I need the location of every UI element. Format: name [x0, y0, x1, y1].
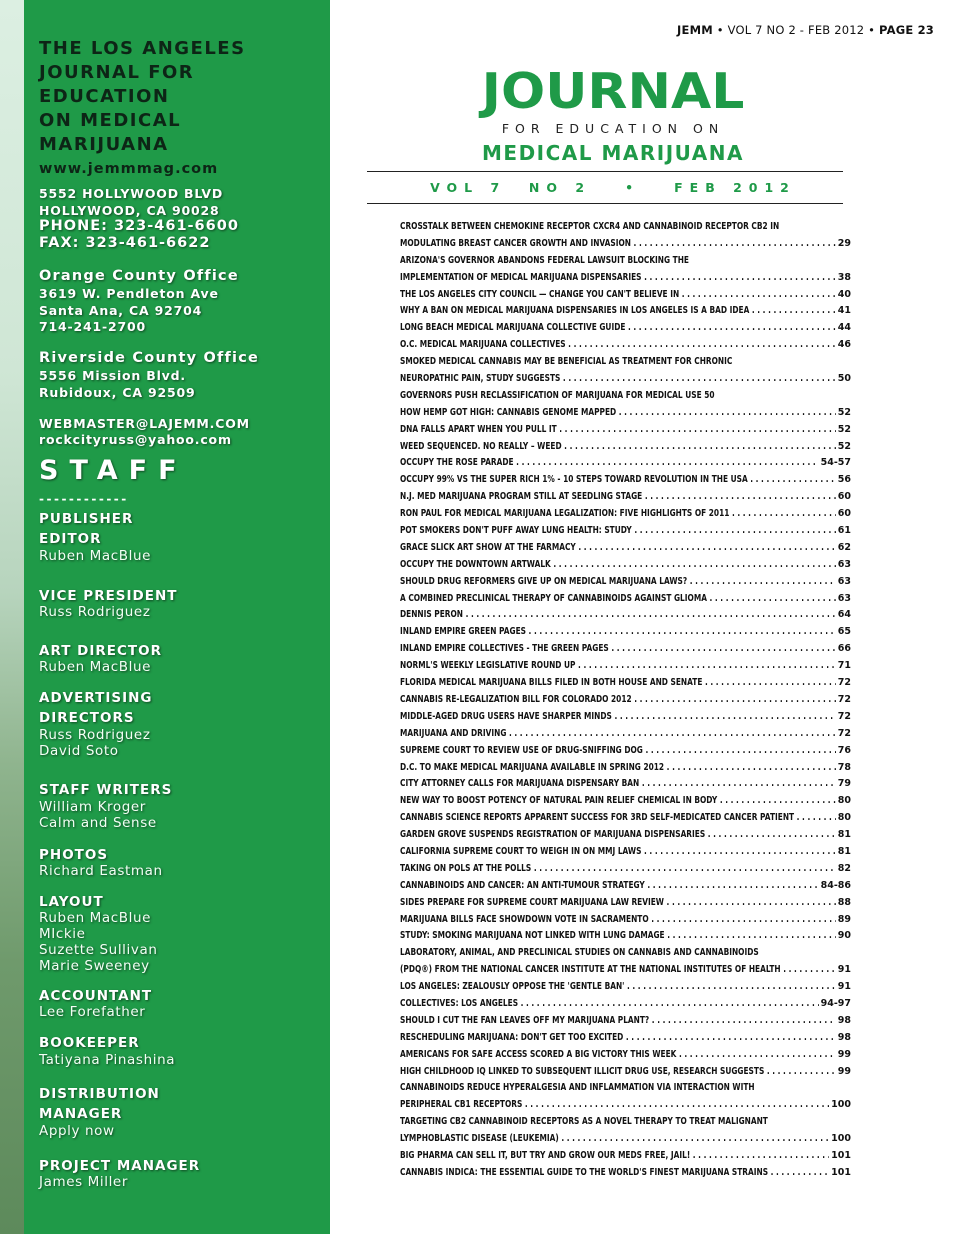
toc-entry-page: 98	[836, 1030, 851, 1047]
toc-entry[interactable]	[400, 287, 851, 304]
rule-top	[367, 171, 843, 172]
toc-entry[interactable]	[400, 962, 851, 979]
toc-entry-page: 98	[836, 1013, 851, 1030]
riverside-county-address: 5556 Mission Blvd. Rubidoux, CA 92509	[39, 368, 196, 400]
toc-entry-page: 52	[836, 405, 851, 422]
toc-entry-title: LYMPHOBLASTIC DISEASE (LEUKEMIA) . . .	[400, 1131, 851, 1148]
toc-entry-title: STUDY: SMOKING MARIJUANA NOT LINKED WITH LUNG DAMAGE . . .	[400, 928, 851, 945]
toc-entry[interactable]	[400, 743, 851, 760]
toc-entry-page: 79	[836, 776, 851, 793]
toc-entry-page: 60	[836, 506, 851, 523]
toc-entry-title: OCCUPY THE ROSE PARADE . . .	[400, 455, 851, 472]
staff-names-accountant: Lee Forefather	[39, 1004, 146, 1020]
toc-entry-title: O.C. MEDICAL MARIJUANA COLLECTIVES . . .	[400, 337, 851, 354]
toc-entry[interactable]	[400, 320, 851, 337]
toc-entry[interactable]	[400, 1148, 851, 1165]
toc-entry-page: 72	[836, 692, 851, 709]
toc-entry[interactable]	[400, 253, 851, 270]
phone-fax: PHONE: 323-461-6600 FAX: 323-461-6622	[39, 218, 239, 251]
org-name: THE LOS ANGELES JOURNAL FOR EDUCATION ON MEDICAL MARIJUANA	[39, 38, 246, 155]
toc-entry-page: 52	[836, 439, 851, 456]
toc-entry-page: 100	[829, 1131, 851, 1148]
toc-entry-title: INLAND EMPIRE GREEN PAGES . . .	[400, 624, 851, 641]
toc-entry-title: SHOULD DRUG REFORMERS GIVE UP ON MEDICAL MARIJUANA LAWS? . . .	[400, 574, 851, 591]
toc-entry[interactable]	[400, 675, 851, 692]
main-address: 5552 HOLLYWOOD BLVD HOLLYWOOD, CA 90028	[39, 186, 224, 218]
staff-role-photos: PHOTOS	[39, 847, 109, 863]
toc-entry[interactable]	[400, 607, 851, 624]
issue-line: VOL 7 NO 2 • FEB 2012	[430, 180, 796, 195]
toc-entry-page: 64	[836, 607, 851, 624]
toc-entry[interactable]	[400, 1080, 851, 1097]
toc-entry-page: 101	[829, 1148, 851, 1165]
masthead-sidebar	[24, 0, 330, 1234]
toc-entry[interactable]	[400, 692, 851, 709]
journal-subtitle: FOR EDUCATION ON	[501, 121, 725, 136]
toc-entry-title: NEW WAY TO BOOST POTENCY OF NATURAL PAIN RELIEF CHEMICAL IN BODY . . .	[400, 793, 851, 810]
toc-entry-page: 29	[836, 236, 851, 253]
toc-entry[interactable]	[400, 895, 851, 912]
toc-entry[interactable]	[400, 388, 851, 405]
toc-entry-title: INLAND EMPIRE COLLECTIVES - THE GREEN PAGES . . .	[400, 641, 851, 658]
toc-entry[interactable]	[400, 810, 851, 827]
toc-entry-page: 61	[836, 523, 851, 540]
toc-entry-title: MARIJUANA AND DRIVING . . .	[400, 726, 851, 743]
cover-photo-strip	[0, 0, 24, 1234]
toc-entry-title: WHY A BAN ON MEDICAL MARIJUANA DISPENSARIES IN LOS ANGELES IS A BAD IDEA . . .	[400, 303, 851, 320]
toc-entry-title: HOW HEMP GOT HIGH: CANNABIS GENOME MAPPED . . .	[400, 405, 851, 422]
toc-entry-page: 63	[836, 574, 851, 591]
staff-role-layout: LAYOUT	[39, 894, 104, 910]
toc-entry-page: 40	[836, 287, 851, 304]
staff-role-publisher: PUBLISHER EDITOR	[39, 511, 134, 547]
toc-entry-page: 91	[836, 979, 851, 996]
toc-entry-title: FLORIDA MEDICAL MARIJUANA BILLS FILED IN BOTH HOUSE AND SENATE . . .	[400, 675, 851, 692]
toc-entry-page: 80	[836, 793, 851, 810]
toc-entry[interactable]	[400, 303, 851, 320]
toc-entry[interactable]	[400, 1013, 851, 1030]
toc-entry-title: RESCHEDULING MARIJUANA: DON'T GET TOO EXCITED . . .	[400, 1030, 851, 1047]
toc-entry-page: 63	[836, 591, 851, 608]
toc-entry-title: OCCUPY THE DOWNTOWN ARTWALK . . .	[400, 557, 851, 574]
toc-entry-page: 38	[836, 270, 851, 287]
staff-divider: ------------	[39, 492, 129, 506]
staff-role-accountant: ACCOUNTANT	[39, 988, 153, 1004]
toc-entry-title: WEED SEQUENCED. NO REALLY – WEED . . .	[400, 439, 851, 456]
issue-info: VOL 7 NO 2 - FEB 2012	[727, 23, 865, 37]
toc-entry-title: RON PAUL FOR MEDICAL MARIJUANA LEGALIZATION: FIVE HIGHLIGHTS OF 2011 . . .	[400, 506, 851, 523]
toc-entry-title: CROSSTALK BETWEEN CHEMOKINE RECEPTOR CXCR4 AND CANNABINOID RECEPTOR CB2 IN	[400, 221, 780, 232]
toc-entry-title: POT SMOKERS DON'T PUFF AWAY LUNG HEALTH: STUDY . . .	[400, 523, 851, 540]
toc-entry-title: MODULATING BREAST CANCER GROWTH AND INVASION . . .	[400, 236, 851, 253]
toc-entry-page: 62	[836, 540, 851, 557]
journal-subtitle-mm: MEDICAL MARIJUANA	[482, 141, 744, 165]
toc-entry[interactable]	[400, 523, 851, 540]
staff-role-distribution: DISTRIBUTION MANAGER	[39, 1086, 160, 1122]
toc-entry-title: AMERICANS FOR SAFE ACCESS SCORED A BIG VICTORY THIS WEEK . . .	[400, 1047, 851, 1064]
staff-names-staff-writers: William Kroger Calm and Sense	[39, 799, 157, 831]
toc-entry-page: 72	[836, 709, 851, 726]
toc-entry-page: 76	[836, 743, 851, 760]
toc-entry[interactable]	[400, 455, 851, 472]
staff-role-vice-president: VICE PRESIDENT	[39, 588, 178, 604]
toc-entry[interactable]	[400, 979, 851, 996]
toc-entry-page: 60	[836, 489, 851, 506]
toc-entry-title: TAKING ON POLS AT THE POLLS . . .	[400, 861, 851, 878]
toc-entry[interactable]	[400, 591, 851, 608]
toc-entry-title: NEUROPATHIC PAIN, STUDY SUGGESTS . . .	[400, 371, 851, 388]
rule-bottom	[367, 203, 843, 204]
toc-entry[interactable]	[400, 928, 851, 945]
staff-role-staff-writers: STAFF WRITERS	[39, 782, 173, 798]
webmaster-email[interactable]: WEBMASTER@LAJEMM.COM	[39, 416, 250, 431]
toc-entry[interactable]	[400, 405, 851, 422]
staff-role-bookeeper: BOOKEEPER	[39, 1035, 140, 1051]
toc-entry-title: MIDDLE-AGED DRUG USERS HAVE SHARPER MINDS . . .	[400, 709, 851, 726]
toc-entry-page: 89	[836, 912, 851, 929]
toc-entry[interactable]	[400, 726, 851, 743]
staff-names-advertising: Russ Rodriguez David Soto	[39, 727, 151, 759]
staff-names-layout: Ruben MacBlue MIckie Suzette Sullivan Marie Sweeney	[39, 910, 158, 974]
staff-role-project-manager: PROJECT MANAGER	[39, 1158, 201, 1174]
toc-entry-title: COLLECTIVES: LOS ANGELES . . .	[400, 996, 851, 1013]
toc-entry-page: 91	[836, 962, 851, 979]
toc-entry-page: 88	[836, 895, 851, 912]
table-of-contents	[400, 219, 851, 1182]
toc-entry-page: 84-86	[819, 878, 851, 895]
staff-names-photos: Richard Eastman	[39, 863, 163, 879]
page-number: PAGE 23	[879, 23, 934, 37]
toc-entry-title: THE LOS ANGELES CITY COUNCIL — CHANGE YOU CAN'T BELIEVE IN . . .	[400, 287, 851, 304]
toc-entry[interactable]	[400, 472, 851, 489]
toc-entry[interactable]	[400, 236, 851, 253]
toc-entry[interactable]	[400, 1047, 851, 1064]
toc-entry-title: NORML'S WEEKLY LEGISLATIVE ROUND UP . . .	[400, 658, 851, 675]
toc-entry[interactable]	[400, 270, 851, 287]
toc-entry[interactable]	[400, 337, 851, 354]
publication-name: JEMM	[677, 23, 713, 37]
toc-entry[interactable]	[400, 861, 851, 878]
toc-entry[interactable]	[400, 827, 851, 844]
toc-entry-title: SHOULD I CUT THE FAN LEAVES OFF MY MARIJUANA PLANT? . . .	[400, 1013, 851, 1030]
toc-entry-title: LONG BEACH MEDICAL MARIJUANA COLLECTIVE GUIDE . . .	[400, 320, 851, 337]
toc-entry-title: DENNIS PERON . . .	[400, 607, 851, 624]
toc-entry-title: TARGETING CB2 CANNABINOID RECEPTORS AS A NOVEL THERAPY TO TREAT MALIGNANT	[400, 1116, 768, 1128]
toc-entry[interactable]	[400, 1064, 851, 1081]
toc-entry-page: 94-97	[819, 996, 851, 1013]
toc-entry-page: 82	[836, 861, 851, 878]
toc-entry[interactable]	[400, 1131, 851, 1148]
staff-names-publisher: Ruben MacBlue	[39, 548, 152, 564]
staff-names-art-director: Ruben MacBlue	[39, 659, 152, 675]
toc-entry-title: CANNABIS INDICA: THE ESSENTIAL GUIDE TO THE WORLD'S FINEST MARIJUANA STRAINS . . .	[400, 1165, 851, 1182]
toc-entry-title: SUPREME COURT TO REVIEW USE OF DRUG-SNIFFING DOG . . .	[400, 743, 851, 760]
staff-names-vice-president: Russ Rodriguez	[39, 604, 151, 620]
toc-entry-title: MARIJUANA BILLS FACE SHOWDOWN VOTE IN SACRAMENTO . . .	[400, 912, 851, 929]
toc-entry-title: LABORATORY, ANIMAL, AND PRECLINICAL STUDIES ON CANNABIS AND CANNABINOIDS	[400, 947, 759, 959]
toc-entry-title: DNA FALLS APART WHEN YOU PULL IT . . .	[400, 422, 851, 439]
toc-entry-page: 41	[836, 303, 851, 320]
staff-role-advertising: ADVERTISING DIRECTORS	[39, 690, 153, 726]
toc-entry-title: CALIFORNIA SUPREME COURT TO WEIGH IN ON MMJ LAWS . . .	[400, 844, 851, 861]
toc-entry-title: GARDEN GROVE SUSPENDS REGISTRATION OF MARIJUANA DISPENSARIES . . .	[400, 827, 851, 844]
toc-entry-page: 72	[836, 675, 851, 692]
toc-entry[interactable]	[400, 945, 851, 962]
toc-entry-page: 46	[836, 337, 851, 354]
toc-entry[interactable]	[400, 371, 851, 388]
toc-entry[interactable]	[400, 996, 851, 1013]
toc-entry[interactable]	[400, 439, 851, 456]
toc-entry[interactable]	[400, 506, 851, 523]
toc-entry-title: N.J. MED MARIJUANA PROGRAM STILL AT SEEDLING STAGE . . .	[400, 489, 851, 506]
toc-entry-title: CANNABINOIDS REDUCE HYPERALGESIA AND INFLAMMATION VIA INTERACTION WITH	[400, 1082, 755, 1094]
toc-entry-page: 81	[836, 827, 851, 844]
toc-entry-page: 65	[836, 624, 851, 641]
toc-entry-page: 101	[829, 1165, 851, 1182]
journal-title: JOURNAL	[481, 63, 745, 121]
toc-entry-page: 44	[836, 320, 851, 337]
toc-entry-page: 52	[836, 422, 851, 439]
toc-entry[interactable]	[400, 844, 851, 861]
website-link[interactable]: www.jemmmag.com	[39, 161, 219, 177]
toc-entry-title: PERIPHERAL CB1 RECEPTORS . . .	[400, 1097, 851, 1114]
toc-entry-title: GRACE SLICK ART SHOW AT THE FARMACY . . .	[400, 540, 851, 557]
toc-entry-title: IMPLEMENTATION OF MEDICAL MARIJUANA DISPENSARIES . . .	[400, 270, 851, 287]
toc-entry-title: CANNABINOIDS AND CANCER: AN ANTI-TUMOUR STRATEGY . . .	[400, 878, 851, 895]
orange-county-address: 3619 W. Pendleton Ave Santa Ana, CA 92704 714-241-2700	[39, 286, 219, 334]
toc-entry[interactable]	[400, 557, 851, 574]
orange-county-office-title: Orange County Office	[39, 268, 239, 284]
toc-entry-title: CANNABIS RE-LEGALIZATION BILL FOR COLORADO 2012 . . .	[400, 692, 851, 709]
toc-entry-title: BIG PHARMA CAN SELL IT, BUT TRY AND GROW OUR MEDS FREE, JAIL! . . .	[400, 1148, 851, 1165]
toc-entry-page: 99	[836, 1047, 851, 1064]
page-header: JEMM • VOL 7 NO 2 - FEB 2012 • PAGE 23	[677, 23, 934, 37]
toc-entry[interactable]	[400, 912, 851, 929]
toc-entry-title: A COMBINED PRECLINICAL THERAPY OF CANNABINOIDS AGAINST GLIOMA . . .	[400, 591, 851, 608]
toc-entry-title: (PDQ®) FROM THE NATIONAL CANCER INSTITUTE AT THE NATIONAL INSTITUTES OF HEALTH . . .	[400, 962, 851, 979]
toc-entry[interactable]	[400, 1114, 851, 1131]
staff-names-project-manager: James Miller	[39, 1174, 128, 1190]
toc-entry-page: 63	[836, 557, 851, 574]
toc-entry-title: LOS ANGELES: ZEALOUSLY OPPOSE THE 'GENTLE BAN' . . .	[400, 979, 851, 996]
toc-entry[interactable]	[400, 354, 851, 371]
toc-entry-page: 90	[836, 928, 851, 945]
toc-entry-page: 72	[836, 726, 851, 743]
toc-entry[interactable]	[400, 760, 851, 777]
toc-entry-page: 71	[836, 658, 851, 675]
toc-entry[interactable]	[400, 709, 851, 726]
toc-entry[interactable]	[400, 878, 851, 895]
toc-entry-page: 50	[836, 371, 851, 388]
toc-entry-page: 66	[836, 641, 851, 658]
toc-entry[interactable]	[400, 574, 851, 591]
toc-entry-page: 54-57	[819, 455, 851, 472]
toc-entry[interactable]	[400, 624, 851, 641]
toc-entry[interactable]	[400, 219, 851, 236]
toc-entry-page: 81	[836, 844, 851, 861]
toc-entry-page: 99	[836, 1064, 851, 1081]
toc-entry[interactable]	[400, 641, 851, 658]
toc-entry[interactable]	[400, 489, 851, 506]
toc-entry-title: SMOKED MEDICAL CANNABIS MAY BE BENEFICIAL AS TREATMENT FOR CHRONIC	[400, 356, 733, 368]
toc-entry-title: CITY ATTORNEY CALLS FOR MARIJUANA DISPENSARY BAN . . .	[400, 776, 851, 793]
toc-entry-page: 100	[829, 1097, 851, 1114]
toc-entry[interactable]	[400, 793, 851, 810]
riverside-county-office-title: Riverside County Office	[39, 350, 260, 366]
contact-email[interactable]: rockcityruss@yahoo.com	[39, 432, 232, 447]
toc-entry-page: 56	[836, 472, 851, 489]
toc-entry-page: 78	[836, 760, 851, 777]
toc-entry-title: ARIZONA'S GOVERNOR ABANDONS FEDERAL LAWSUIT BLOCKING THE	[400, 254, 690, 266]
toc-entry[interactable]	[400, 776, 851, 793]
staff-names-distribution: Apply now	[39, 1123, 115, 1139]
toc-entry[interactable]	[400, 1165, 851, 1182]
toc-entry-title: HIGH CHILDHOOD IQ LINKED TO SUBSEQUENT ILLICIT DRUG USE, RESEARCH SUGGESTS . . .	[400, 1064, 851, 1081]
toc-entry[interactable]	[400, 1097, 851, 1114]
staff-role-art-director: ART DIRECTOR	[39, 643, 162, 659]
toc-entry-title: CANNABIS SCIENCE REPORTS APPARENT SUCCESS FOR 3RD SELF-MEDICATED CANCER PATIENT . . .	[400, 810, 851, 827]
toc-entry-title: OCCUPY 99% VS THE SUPER RICH 1% - 10 STEPS TOWARD REVOLUTION IN THE USA . . .	[400, 472, 851, 489]
toc-entry[interactable]	[400, 658, 851, 675]
staff-names-bookeeper: Tatiyana Pinashina	[39, 1052, 176, 1068]
toc-entry[interactable]	[400, 1030, 851, 1047]
toc-entry-title: GOVERNORS PUSH RECLASSIFICATION OF MARIJUANA FOR MEDICAL USE 50	[400, 389, 715, 401]
toc-entry[interactable]	[400, 540, 851, 557]
toc-entry-title: SIDES PREPARE FOR SUPREME COURT MARIJUANA LAW REVIEW . . .	[400, 895, 851, 912]
staff-heading: STAFF	[39, 455, 188, 486]
toc-entry[interactable]	[400, 422, 851, 439]
toc-entry-page: 80	[836, 810, 851, 827]
toc-entry-title: D.C. TO MAKE MEDICAL MARIJUANA AVAILABLE IN SPRING 2012 . . .	[400, 760, 851, 777]
